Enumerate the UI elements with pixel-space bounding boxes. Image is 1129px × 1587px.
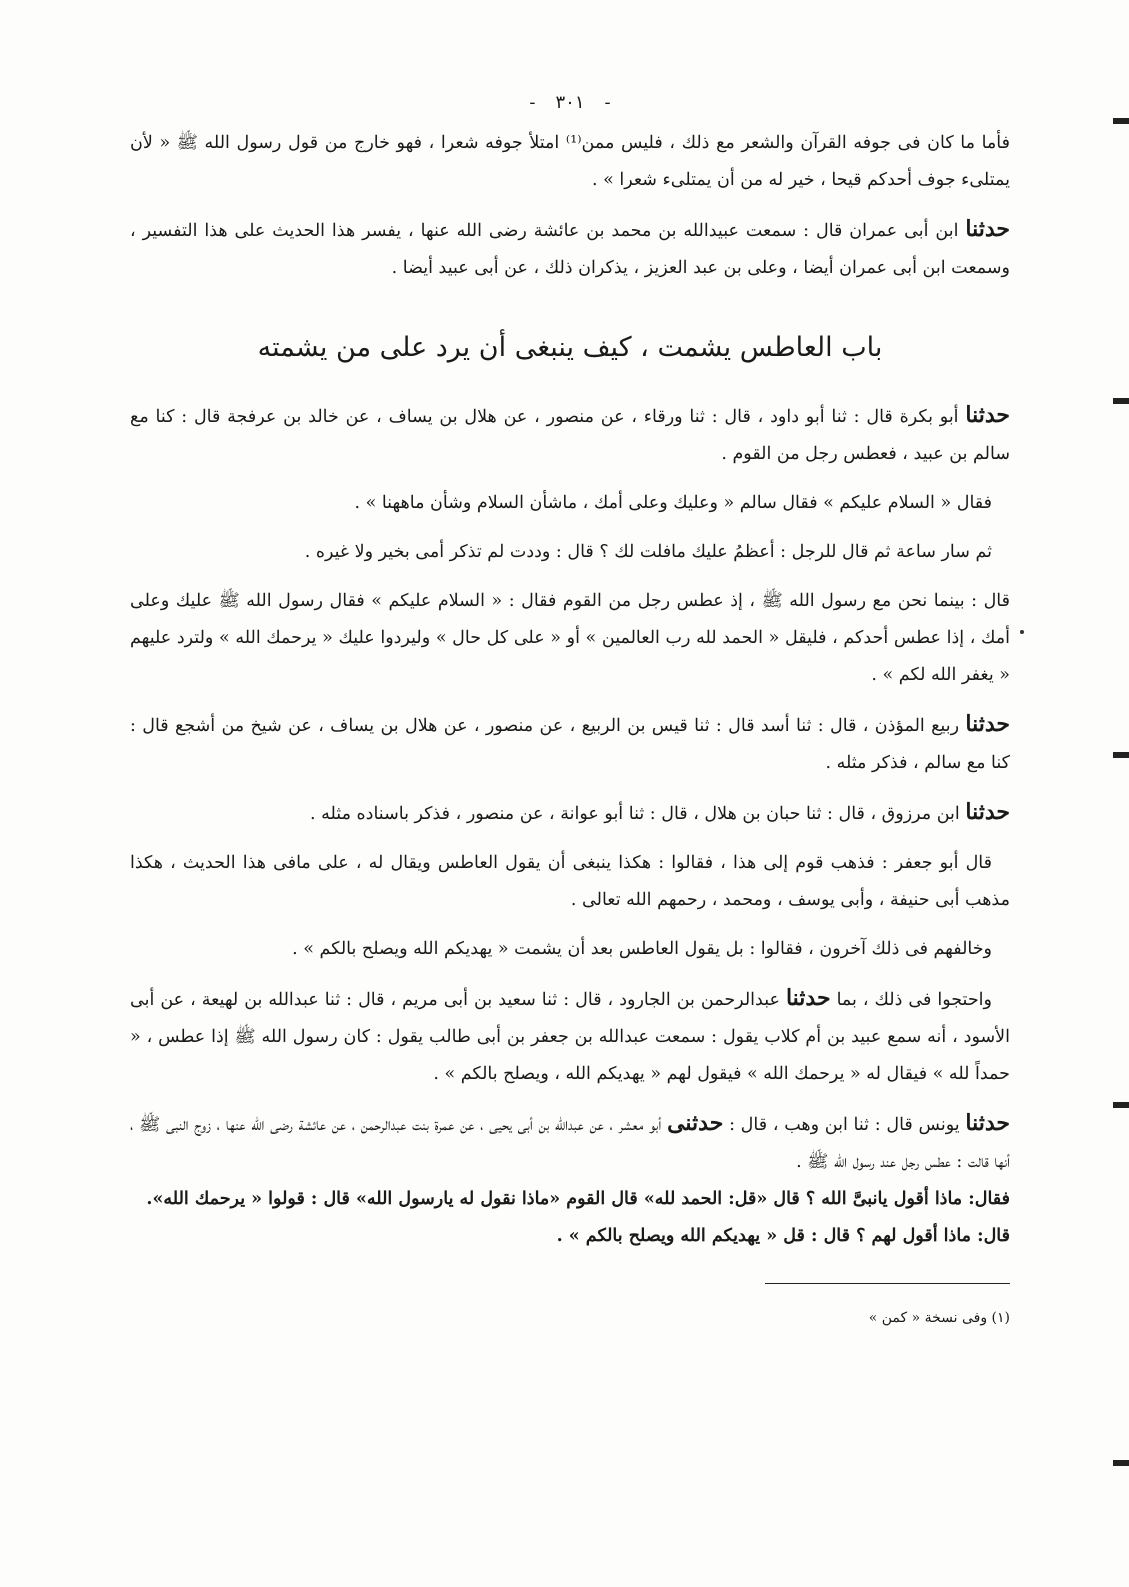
page-number-value: ٣٠١ (555, 92, 585, 113)
paragraph-11: واحتجوا فى ذلك ، بما حدثنا عبدالرحمن بن الجارود ، قال : ثنا سعيد بن أبى مريم ، قال : ثنا عبدالله بن لهيعة ، عن أبى الأسود ، أنه سمع عبيد بن أم كلاب يقول : سمعت عبدالله بن جعفر بن أبى طالب يقول : كان رسول الله ﷺ إذا عطس ، « حمداً لله » فيقال له « يرحمك الله » فيقول لهم « يهديكم الله ، ويصلح بالكم » . (130, 985, 1010, 1084)
margin-mark (1113, 118, 1129, 124)
chapter-heading: باب العاطس يشمت ، كيف ينبغى أن يرد على من يشمته (257, 332, 883, 363)
page-body (130, 92, 1010, 1330)
paragraph-8: حدثنا ابن مرزوق ، قال : ثنا حبان بن هلال ، قال : ثنا أبو عوانة ، عن منصور ، فذكر باسناده مثله . (309, 799, 1010, 825)
hadith-keyword-2: حدثنى (667, 1110, 724, 1136)
paragraph-10: وخالفهم فى ذلك آخرون ، فقالوا : بل يقول العاطس بعد أن يشمت « يهديكم الله ويصلح بالكم » . (292, 939, 992, 959)
paragraph-9: قال أبو جعفر : فذهب قوم إلى هذا ، فقالوا : هكذا ينبغى أن يقول العاطس ويقال له ، على مافى هذا الحديث ، هكذا مذهب أبى حنيفة ، وأبى يوسف ، ومحمد ، رحمهم الله تعالى . (130, 853, 1010, 910)
paragraph-5: ثم سار ساعة ثم قال للرجل : أعظمُ عليك مافلت لك ؟ قال : وددت لم تذكر أمى بخير ولا غيره . (304, 542, 992, 562)
paragraph-13: فقال: ماذا أقول يانبىَّ الله ؟ قال «قل: الحمد لله» قال القوم «ماذا نقول له يارسول الله» قال : قولوا « يرحمك الله». (146, 1189, 1010, 1209)
paragraph-3: حدثنا أبو بكرة قال : ثنا أبو داود ، قال : ثنا ورقاء ، عن منصور ، عن هلال بن يساف ، عن خالد بن عرفجة قال : كنا مع سالم بن عبيد ، فعطس رجل من القوم . (130, 402, 1010, 464)
paragraph-4: فقال « السلام عليكم » فقال سالم « وعليك وعلى أمك ، ماشأن السلام وشأن ماههنا » . (354, 493, 992, 513)
footnote: (١) وفى نسخة « كمن » (868, 1310, 1010, 1326)
hadith-keyword: حدثنا (785, 985, 831, 1011)
hadith-keyword: حدثنا (965, 1110, 1010, 1136)
hadith-keyword: حدثنا (965, 402, 1010, 428)
page-number: -٣٠١- (529, 92, 611, 113)
margin-mark (1113, 1102, 1129, 1108)
paragraph-12: حدثنا يونس قال : ثنا ابن وهب ، قال : حدثنى أبو معشر ، عن عبدالله بن أبى يحيى ، عن عمرة بنت عبدالرحمن ، عن عائشة رضى الله عنها ، زوج النبى ﷺ ، أنها قالت : عطس رجل عند رسول الله ﷺ . (130, 1110, 1010, 1172)
hadith-keyword: حدثنا (965, 711, 1010, 737)
paragraph-2: حدثنا ابن أبى عمران قال : سمعت عبيدالله بن محمد بن عائشة رضى الله عنها ، يفسر هذا الحديث على هذا التفسير ، وسمعت ابن أبى عمران أيضا ، وعلى بن عبد العزيز ، يذكران ذلك ، عن أبى عبيد أيضا . (130, 216, 1010, 278)
margin-mark (1113, 752, 1129, 758)
paragraph-7: حدثنا ربيع المؤذن ، قال : ثنا أسد قال : ثنا قيس بن الربيع ، عن منصور ، عن هلال بن يساف ، عن شيخ من أشجع قال : كنا مع سالم ، فذكر مثله . (130, 711, 1010, 773)
margin-mark (1113, 398, 1129, 404)
footnote-rule (765, 1283, 1010, 1284)
margin-mark (1113, 1460, 1129, 1466)
paragraph-14: قال: ماذا أقول لهم ؟ قال : قل « يهديكم الله ويصلح بالكم » . (556, 1226, 1010, 1246)
paragraph-1: فأما ما كان فى جوفه القرآن والشعر مع ذلك ، فليس ممن⁽¹⁾ امتلأ جوفه شعرا ، فهو خارج من قول رسول الله ﷺ « لأن يمتلىء جوف أحدكم قيحا ، خير له من أن يمتلىء شعرا » . (130, 133, 1010, 190)
hadith-keyword: حدثنا (965, 216, 1010, 242)
speck (1020, 630, 1024, 634)
paragraph-6: قال : بينما نحن مع رسول الله ﷺ ، إذ عطس رجل من القوم فقال : « السلام عليكم » فقال رسول الله ﷺ عليك وعلى أمك ، إذا عطس أحدكم ، فليقل « الحمد لله رب العالمين » أو « على كل حال » وليردوا عليك « يرحمك الله » ولترد عليهم « يغفر الله لكم » . (130, 591, 1010, 685)
hadith-keyword: حدثنا (965, 799, 1010, 825)
